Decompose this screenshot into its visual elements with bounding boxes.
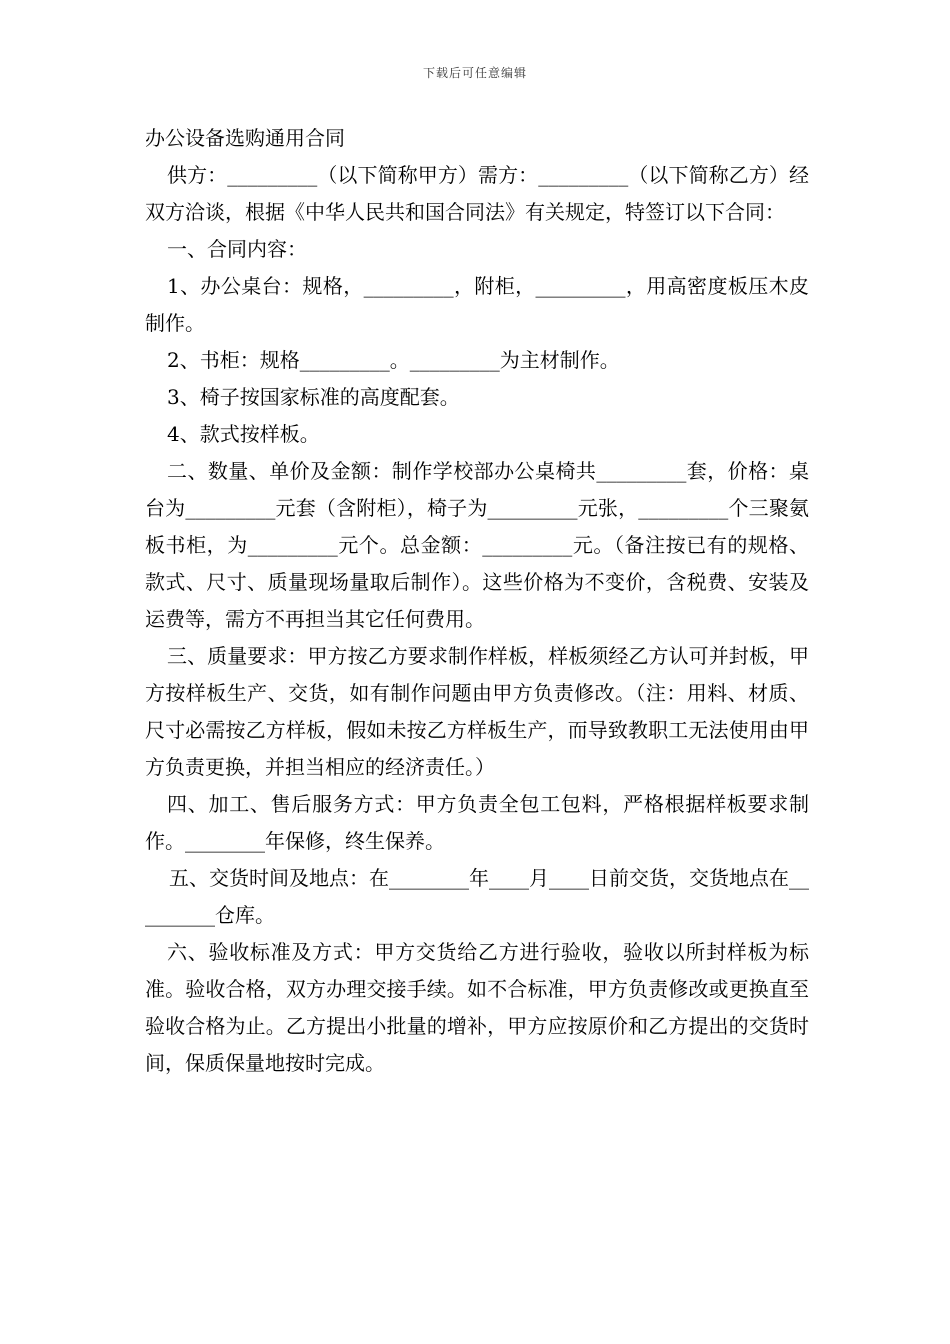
paragraph-item-style: 4、款式按样板。 [167,422,320,446]
document-title: 办公设备选购通用合同 [145,126,345,150]
paragraph-parties: 供方：_________（以下简称甲方）需方：_________（以下简称乙方）经双方洽谈，根据《中华人民共和国合同法》有关规定，特签订以下合同： [145,163,809,224]
paragraph-item-desk: 1、办公桌台：规格，_________，附柜，_________，用高密度板压木皮制作。 [145,274,809,335]
paragraph-section-6-acceptance: 六、验收标准及方式：甲方交货给乙方进行验收，验收以所封样板为标准。验收合格，双方办理交接手续。如不合标准，甲方负责修改或更换直至验收合格为止。乙方提出小批量的增补，甲方应按原价和乙方提出的交货时间，保质保量地按时完成。 [145,940,809,1075]
paragraph-item-chair: 3、椅子按国家标准的高度配套。 [167,385,460,409]
paragraph-section-1-heading: 一、合同内容： [167,237,307,261]
paragraph-section-5-delivery: 五、交货时间及地点：在________年____月____日前交货，交货地点在_________仓库。 [145,866,809,927]
document-body [145,120,809,1082]
paragraph-section-4-service: 四、加工、售后服务方式：甲方负责全包工包料，严格根据样板要求制作。________年保修，终生保养。 [145,792,809,853]
paragraph-item-bookcase: 2、书柜：规格_________。_________为主材制作。 [167,348,620,372]
paragraph-section-3-quality: 三、质量要求：甲方按乙方要求制作样板，样板须经乙方认可并封板，甲方按样板生产、交货，如有制作问题由甲方负责修改。（注：用料、材质、尺寸必需按乙方样板，假如未按乙方样板生产，而导致教职工无法使用由甲方负责更换，并担当相应的经济责任。） [145,644,809,779]
page-header: 下载后可任意编辑 [422,66,527,80]
paragraph-section-2-quantity-price: 二、数量、单价及金额：制作学校部办公桌椅共_________套，价格：桌台为_________元套（含附柜），椅子为_________元张，_________个三聚氨板书柜，为_________元个。总金额：_________元。（备注按已有的规格、款式、尺寸、质量现场量取后制作）。这些价格为不变价，含税费、安装及运费等，需方不再担当其它任何费用。 [145,459,809,631]
